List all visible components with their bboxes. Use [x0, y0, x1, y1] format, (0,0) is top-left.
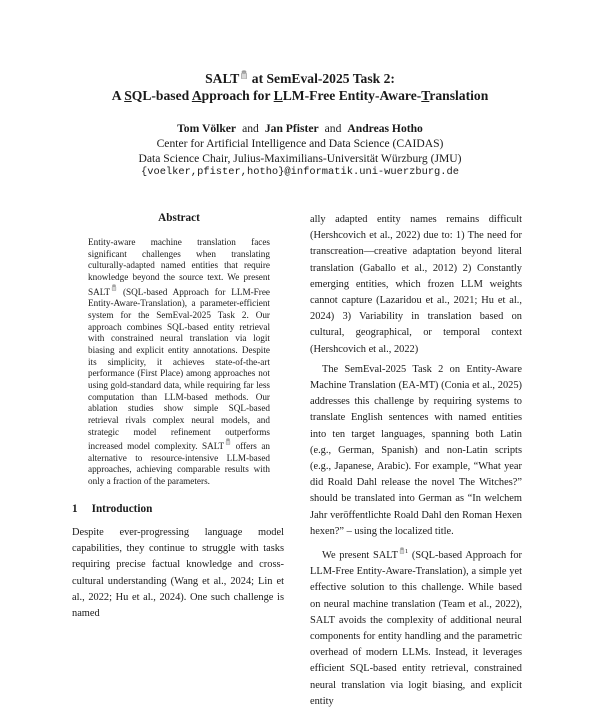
section-number: 1 [72, 503, 78, 515]
author-email[interactable]: {voelker,pfister,hotho}@informatik.uni-wuerzburg.de [140, 166, 459, 178]
paper-title-line-2 [0, 87, 600, 104]
paragraph: ally adapted entity names remains difficult (Hershcovich et al., 2022) due to: 1) The need for transcreation—creative adaptation beyond literal translation (Gaballo et al., 2012) 2) Constantly emerging entities, which frozen LLM weights cannot capture (Lazaridou et al., 2021; Hu et al., 2024) 3) Variability in translation based on cultural, geographical, or temporal context (Hershcovich et al., 2022) [310, 214, 522, 355]
paragraph [310, 544, 522, 710]
author-connector: and [324, 122, 342, 135]
abstract-text: offers an alternative to resource-intensive LLM-based approaches, achieving comparable results with only a fraction of the parameters. [88, 441, 271, 487]
author-name: Jan Pfister [264, 122, 319, 135]
footnote-marker[interactable]: 1 [404, 548, 409, 556]
title-acronym-letter: S [124, 88, 132, 103]
abstract-body [88, 237, 270, 488]
salt-shaker-icon [111, 284, 117, 291]
salt-shaker-icon [225, 438, 231, 445]
abstract-text: (SQL-based Approach for LLM-Free Entity-Aware-Translation), a parameter-efficient system for the SemEval-2025 Task 2. Our approach combines SQL-based entity retrieval with constrained neural translation via logit biasing and explicit entity annotations. Despite its simplicity, it achieves state-of-the-art performance (First Place) among approaches not using gold-standard data, while requiring far less computation than LLM-based methods. Our ablation studies show simple SQL-based retrieval rivals complex neural models, and strategic model refinement outperforms increased model complexity. SALT [88, 286, 271, 452]
section-heading-introduction [72, 503, 152, 515]
abstract-heading: Abstract [158, 212, 200, 224]
paragraph: The SemEval-2025 Task 2 on Entity-Aware Machine Translation (EA-MT) (Conia et al., 2025) addresses this challenge by requiring systems to translate English sentences with named entities into ten target languages, spanning both Latin (e.g., German, Spanish) and non-Latin scripts (e.g., Japanese, Arabic). For example, “What year did Roald Dahl release the novel The Witches?” should be translated into German as “In welchem Jahr veröffentlichte Roald Dahl den Roman Hexen hexen?” – using the localized title. [310, 363, 522, 537]
affiliation-1: Center for Artificial Intelligence and Data Science (CAIDAS) [156, 137, 444, 150]
section-title: Introduction [91, 503, 153, 515]
paragraph-text: (SQL-based Approach for LLM-Free Entity-Aware-Translation), a simple yet effective solution to this challenge. While based on neural machine translation (Team et al., 2022), SALT avoids the complexity of additional neural components for entity handling and the parametric overhead of modern LLMs. Instead, it leverages efficient SQL-based entity retrieval, constrained neural translation via logit biasing, and explicit entity [310, 550, 522, 707]
title-part: pproach for [201, 88, 274, 103]
author-name: Andreas Hotho [347, 122, 423, 135]
title-acronym-letter: T [421, 88, 430, 103]
title-part: A [111, 88, 125, 103]
paragraph-text: We present SALT [322, 550, 398, 562]
title-acronym-letter: A [191, 88, 202, 103]
title-part: LM-Free Entity-Aware- [282, 88, 422, 103]
paper-title-line-1 [0, 70, 600, 87]
author-connector: and [242, 122, 259, 135]
affiliation-2: Data Science Chair, Julius-Maximilians-Universität Würzburg (JMU) [138, 152, 462, 165]
title-acronym-letter: L [273, 88, 283, 103]
title-part: ranslation [429, 88, 489, 103]
author-list [0, 122, 600, 135]
title-part: QL-based [131, 88, 192, 103]
author-name: Tom Völker [177, 122, 237, 135]
title-salt-word: SALT [205, 71, 240, 86]
abstract-text: Entity-aware machine translation faces significant challenges when translating culturally-adapted named entities that require knowledge beyond the source text. We present SALT [88, 237, 270, 297]
right-column-body [310, 212, 522, 710]
paragraph: Despite ever-progressing language model capabilities, they continue to struggle with tasks requiring precise factual knowledge and cross-cultural understanding (Wang et al., 2024; Lin et al., 2022; Hu et al., 2024). One such challenge is named [72, 527, 284, 620]
introduction-body-left [72, 525, 284, 622]
title-line1-suffix: at SemEval-2025 Task 2: [251, 71, 395, 86]
salt-shaker-icon [240, 70, 248, 79]
